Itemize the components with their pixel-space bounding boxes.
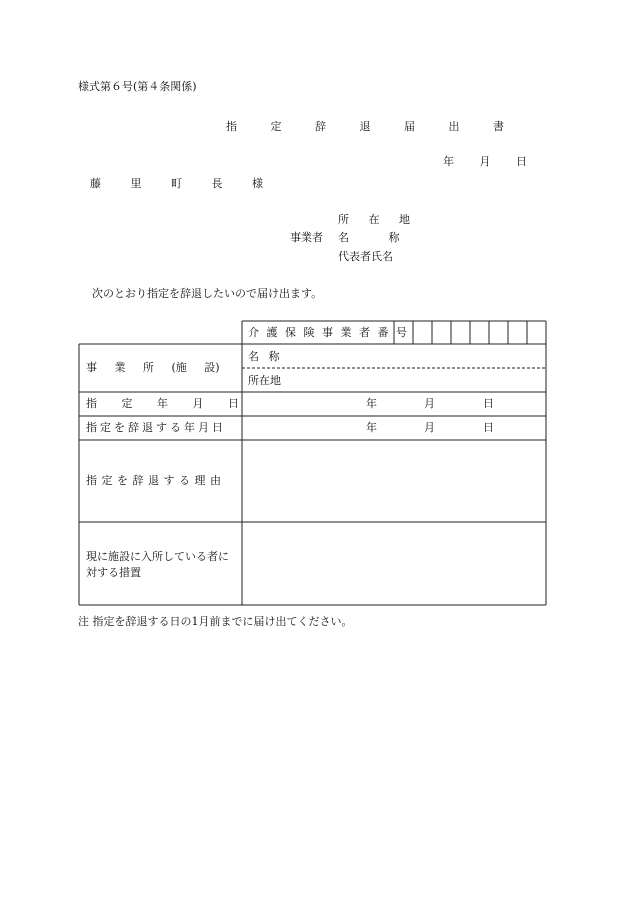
withdrawal-date-year: 年	[366, 421, 377, 434]
reason-label: 指 定 を 辞 退 す る 理 由	[86, 474, 221, 487]
addressee: 藤 里 町 長 様	[90, 177, 272, 190]
withdrawal-date-month: 月	[424, 421, 435, 434]
form-number: 様式第６号(第４条関係)	[78, 80, 197, 93]
applicant-operator-label: 事業者	[290, 231, 323, 244]
facility-address-label: 所在地	[248, 374, 281, 387]
withdrawal-date-label: 指定を辞退する年月日	[86, 421, 226, 434]
facility-name-label: 名 称	[248, 350, 280, 363]
applicant-address-label: 所 在 地	[338, 213, 418, 226]
designation-date-label: 指 定 年 月 日	[86, 397, 239, 410]
facility-label: 事 業 所 (施 設)	[86, 361, 220, 374]
statement-text: 次のとおり指定を辞退したいので届け出ます。	[92, 287, 323, 300]
withdrawal-date-day: 日	[483, 421, 494, 434]
measures-label-line2: 対する措置	[86, 566, 141, 579]
submission-date-line: 年 月 日	[443, 155, 527, 168]
designation-date-year: 年	[366, 397, 377, 410]
applicant-representative-label: 代表者氏名	[338, 250, 393, 263]
footnote: 注 指定を辞退する日の1月前までに届け出てください。	[78, 615, 353, 628]
designation-date-day: 日	[483, 397, 494, 410]
designation-date-month: 月	[424, 397, 435, 410]
applicant-name-label: 名 称	[338, 231, 400, 244]
insurance-number-label: 介 護 保 険 事 業 者 番 号	[248, 326, 409, 339]
page-title: 指 定 辞 退 届 出 書	[226, 120, 519, 133]
measures-label-line1: 現に施設に入所している者に	[86, 550, 229, 563]
